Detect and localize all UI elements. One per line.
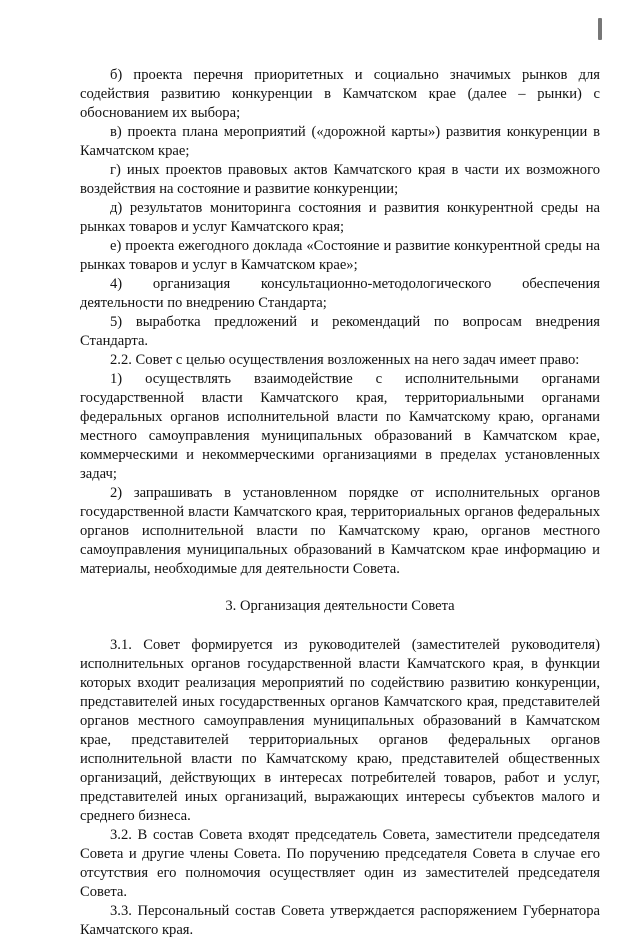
paragraph-2-2-item-1: 1) осуществлять взаимодействие с исполнительными органами государственной власти Камчатского края, территориальными органами федеральных органов исполнительной власти по Камчатскому краю, органами местного самоуправления муниципальных образований в Камчатском крае, коммерческими и некоммерческими организациями в пределах установленных задач; (80, 371, 600, 482)
paragraph-item-5: 5) выработка предложений и рекомендаций по вопросам внедрения Стандарта. (80, 314, 600, 349)
paragraph-b: б) проекта перечня приоритетных и социально значимых рынков для содействия развитию конкуренции в Камчатском крае (далее – рынки) с обоснованием их выбора; (80, 67, 600, 121)
paragraph-2-2: 2.2. Совет с целью осуществления возложенных на него задач имеет право: (110, 352, 580, 368)
paragraph-3-3: 3.3. Персональный состав Совета утверждается распоряжением Губернатора Камчатского края. (80, 903, 600, 938)
paragraph-e: е) проекта ежегодного доклада «Состояние и развитие конкурентной среды на рынках товаров и услуг в Камчатском крае»; (80, 238, 600, 273)
scan-mark (598, 18, 602, 40)
paragraph-v: в) проекта плана мероприятий («дорожной карты») развития конкуренции в Камчатском крае; (80, 124, 600, 159)
paragraph-d: д) результатов мониторинга состояния и развития конкурентной среды на рынках товаров и услуг Камчатского края; (80, 200, 600, 235)
paragraph-3-2: 3.2. В состав Совета входят председатель Совета, заместители председателя Совета и другие члены Совета. По поручению председателя Совета в случае его отсутствия его полномочия осуществляет один из заместителей председателя Совета. (80, 827, 600, 900)
section-heading: 3. Организация деятельности Совета (225, 598, 455, 614)
paragraph-2-2-item-2: 2) запрашивать в установленном порядке от исполнительных органов государственной власти Камчатского края, территориальных органов федеральных органов исполнительной власти по Камчатскому краю, органов местного самоуправления муниципальных образований в Камчатском крае информацию и материалы, необходимые для деятельности Совета. (80, 485, 600, 577)
document-body (80, 66, 600, 940)
paragraph-item-4: 4) организация консультационно-методологического обеспечения деятельности по внедрению Стандарта; (80, 276, 600, 311)
paragraph-3-1: 3.1. Совет формируется из руководителей (заместителей руководителя) исполнительных органов государственной власти Камчатского края, в функции которых входит реализация мероприятий по содействию развитию конкуренции, представителей иных государственных органов Камчатского края, представителей органов местного самоуправления муниципальных образований в Камчатском крае, представителей территориальных органов федеральных органов исполнительной власти по Камчатскому краю, представителей общественных организаций, действующих в интересах потребителей товаров, работ и услуг, представителей иных организаций, выражающих интересы субъектов малого и среднего бизнеса. (80, 637, 600, 824)
paragraph-g: г) иных проектов правовых актов Камчатского края в части их возможного воздействия на состояние и развитие конкуренции; (80, 162, 600, 197)
